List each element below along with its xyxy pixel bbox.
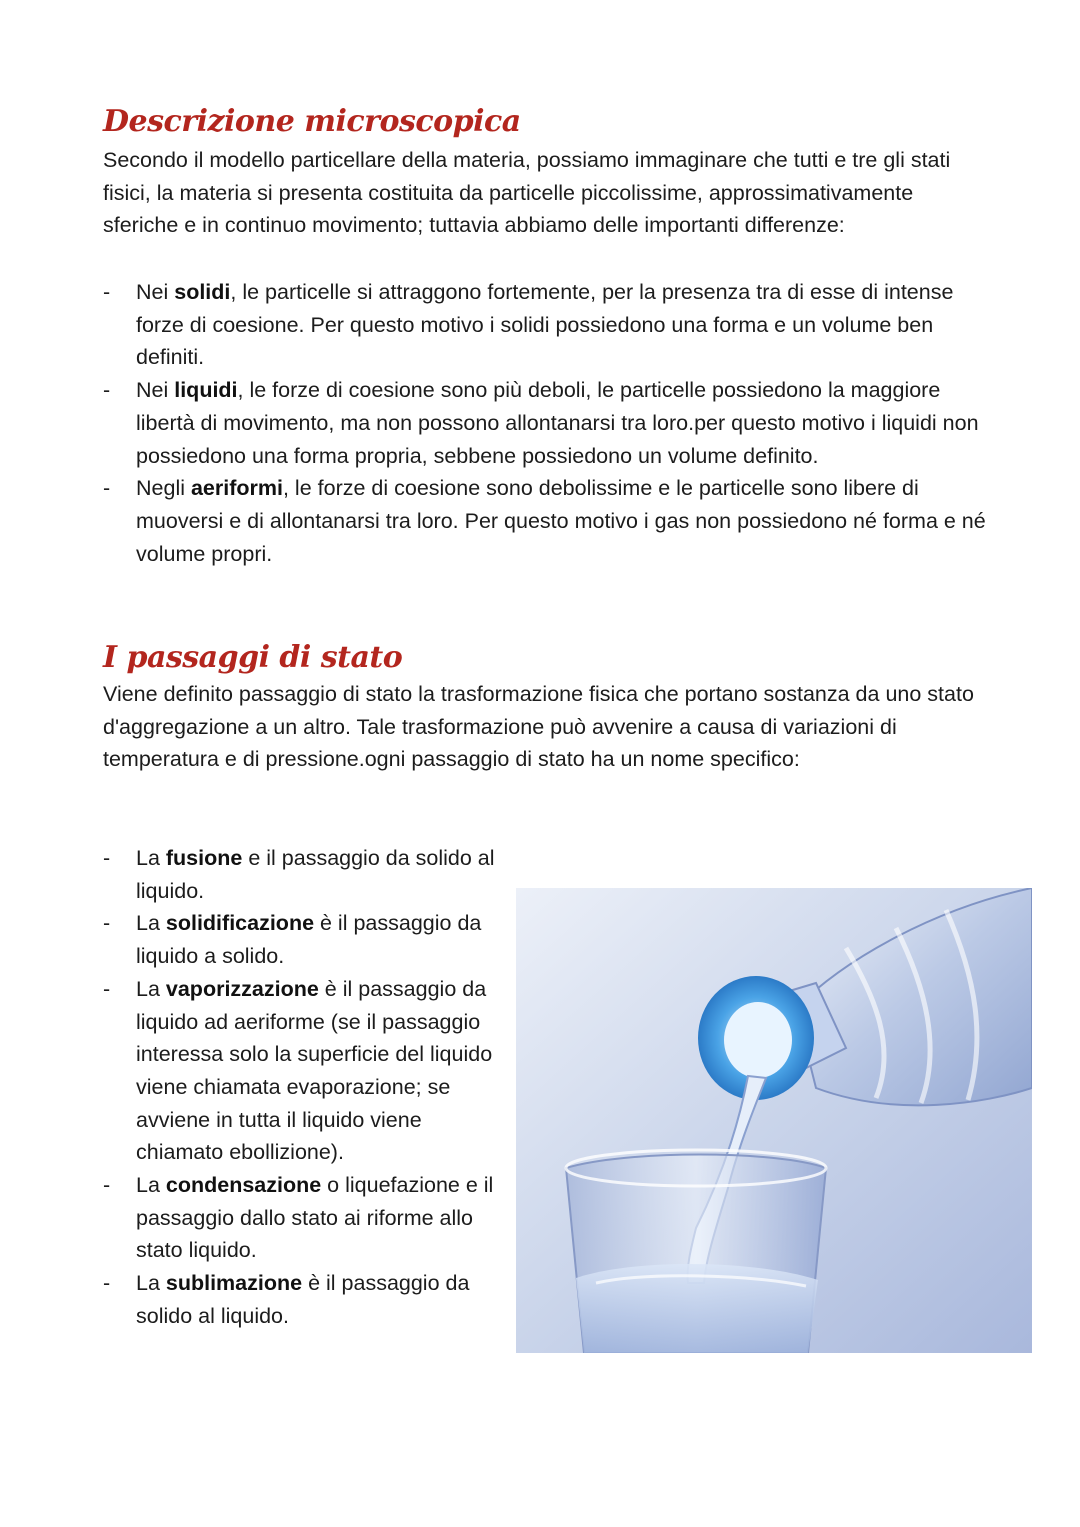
term-fusion: fusione: [165, 846, 243, 870]
term-vaporization: vaporizzazione: [165, 976, 319, 1001]
states-of-matter-list: [103, 276, 993, 570]
list-item-condensation: - La condensazione o liquefazione e il passaggio dallo stato ai riforme allo stato liquido.: [103, 1169, 503, 1267]
list-item-vaporization: - La vaporizzazione è il passaggio da liquido ad aeriforme (se il passaggio interessa solo la superficie del liquido viene chiamata evaporazione; se avviene in tutta il liquido viene chiamato ebollizione).: [103, 973, 503, 1169]
section-title-microscopic-description: Descrizione microscopica: [103, 104, 521, 139]
list-item-solidification: - La solidificazione è il passaggio da liquido a solido.: [103, 907, 503, 972]
water-pouring-illustration: [516, 888, 1032, 1353]
term-gases: aeriformi: [190, 476, 283, 501]
term-condensation: condensazione: [165, 1173, 322, 1198]
list-item-solids: - Nei solidi, le particelle si attraggono fortemente, per la presenza tra di esse di intense forze di coesione. Per questo motivo i solidi possiedono una forma e un volume ben definiti.: [103, 276, 993, 374]
list-item-sublimation: - La sublimazione è il passaggio da solido al liquido.: [103, 1267, 503, 1332]
term-solidification: solidificazione: [165, 911, 315, 936]
list-item-gases: - Negli aeriformi, le forze di coesione sono debolissime e le particelle sono libere di muoversi e di allontanarsi tra loro. Per questo motivo i gas non possiedono né forma e né volume propri.: [103, 472, 993, 570]
water-pouring-photo: [516, 888, 1032, 1353]
section-intro-microscopic: Secondo il modello particellare della materia, possiamo immaginare che tutti e tre gli stati fisici, la materia si presenta costituita da particelle piccolissime, approssimativamente sferiche e in continuo movimento; tuttavia abbiamo delle importanti differenze:: [103, 148, 951, 238]
state-changes-list: [103, 842, 503, 1333]
section-intro-state-changes: Viene definito passaggio di stato la trasformazione fisica che portano sostanza da uno stato d'aggregazione a un altro. Tale trasformazione può avvenire a causa di variazioni di temperatura e di pressione.ogni passaggio di stato ha un nome specifico:: [103, 682, 974, 772]
list-item-liquids: - Nei liquidi, le forze di coesione sono più deboli, le particelle possiedono la maggiore libertà di movimento, ma non possono allontanarsi tra loro.per questo motivo i liquidi non possiedono una forma propria, sebbene possiedono un volume definito.: [103, 374, 993, 472]
list-item-fusion: - La fusione e il passaggio da solido al liquido.: [103, 842, 503, 907]
bottle-opening-inner: [724, 1002, 792, 1078]
section-title-state-changes: I passaggi di stato: [103, 640, 403, 675]
term-liquids: liquidi: [174, 378, 238, 403]
term-solids: solidi: [174, 280, 231, 304]
term-sublimation: sublimazione: [165, 1271, 303, 1296]
